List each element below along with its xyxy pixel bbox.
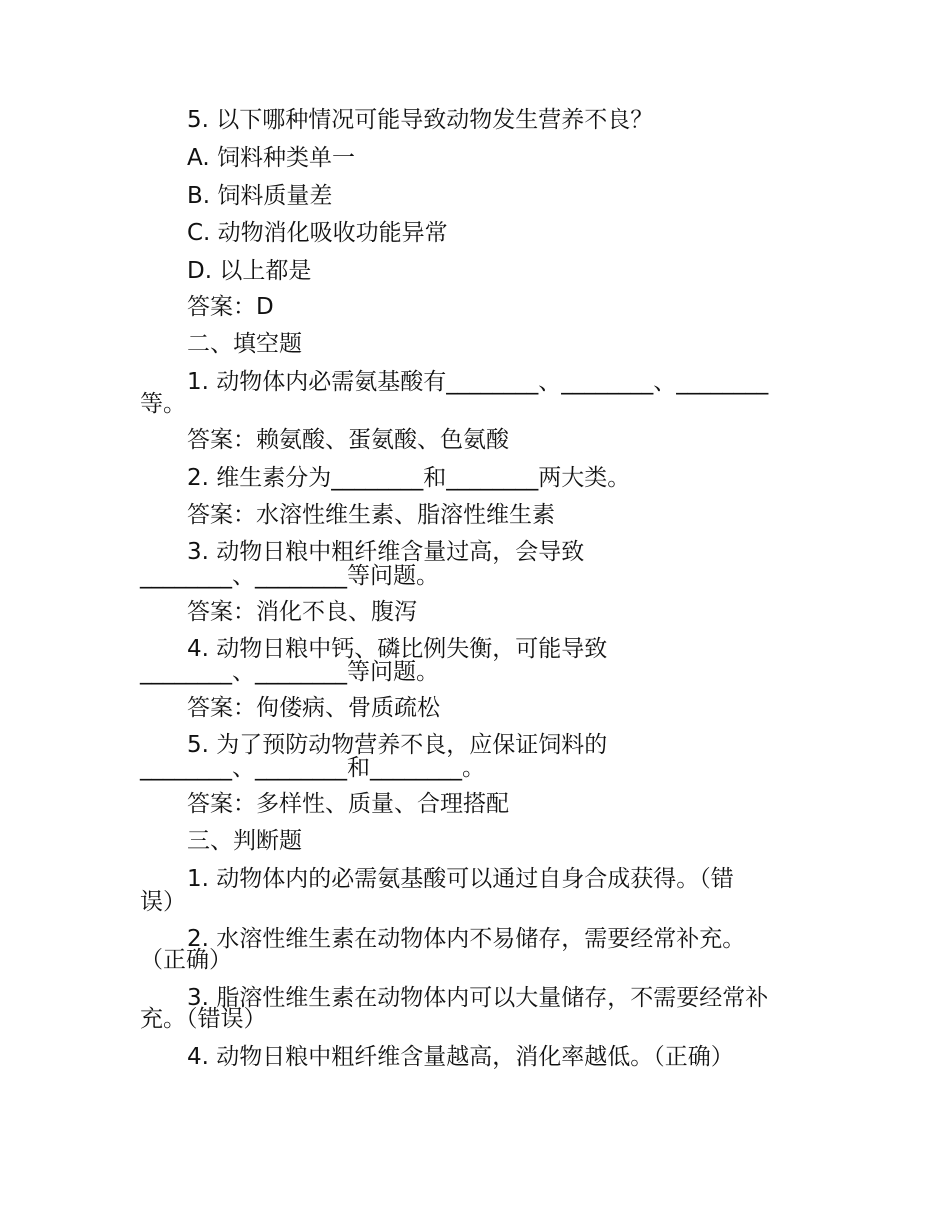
option-a: A. 饲料种类单一 <box>187 145 355 171</box>
fill-question-1: 1. 动物体内必需氨基酸有________、________、________ <box>187 369 769 395</box>
fill-question-4-cont: ________、________等问题。 <box>140 659 439 685</box>
judge-question-2: 2. 水溶性维生素在动物体内不易储存，需要经常补充。 <box>187 926 746 952</box>
fill-question-3: 3. 动物日粮中粗纤维含量过高，会导致 <box>187 539 585 565</box>
fill-answer-3: 答案：消化不良、腹泻 <box>187 599 417 625</box>
judge-question-2-cont: （正确） <box>140 947 232 973</box>
judge-question-3: 3. 脂溶性维生素在动物体内可以大量储存，不需要经常补 <box>187 985 769 1011</box>
fill-answer-5: 答案：多样性、质量、合理搭配 <box>187 791 509 817</box>
fill-question-1-cont: 等。 <box>140 391 186 417</box>
fill-answer-1: 答案：赖氨酸、蛋氨酸、色氨酸 <box>187 427 509 453</box>
fill-answer-2: 答案：水溶性维生素、脂溶性维生素 <box>187 502 555 528</box>
answer-text: 答案：D <box>187 294 274 320</box>
section-heading-judge: 三、判断题 <box>187 828 302 854</box>
option-c: C. 动物消化吸收功能异常 <box>187 220 448 246</box>
fill-question-4: 4. 动物日粮中钙、磷比例失衡，可能导致 <box>187 636 608 662</box>
judge-question-4: 4. 动物日粮中粗纤维含量越高，消化率越低。（正确） <box>187 1044 734 1070</box>
judge-question-1-cont: 误） <box>140 889 186 915</box>
fill-question-5: 5. 为了预防动物营养不良，应保证饲料的 <box>187 732 608 758</box>
judge-question-3-cont: 充。（错误） <box>140 1006 267 1032</box>
fill-question-2: 2. 维生素分为________和________两大类。 <box>187 465 631 491</box>
option-d: D. 以上都是 <box>187 258 312 284</box>
fill-question-5-cont: ________、________和________。 <box>140 755 485 781</box>
section-heading-fill: 二、填空题 <box>187 331 302 357</box>
question-stem: 5. 以下哪种情况可能导致动物发生营养不良？ <box>187 107 654 133</box>
fill-answer-4: 答案：佝偻病、骨质疏松 <box>187 695 440 721</box>
judge-question-1: 1. 动物体内的必需氨基酸可以通过自身合成获得。（错 <box>187 866 734 892</box>
option-b: B. 饲料质量差 <box>187 183 333 209</box>
fill-question-3-cont: ________、________等问题。 <box>140 563 439 589</box>
